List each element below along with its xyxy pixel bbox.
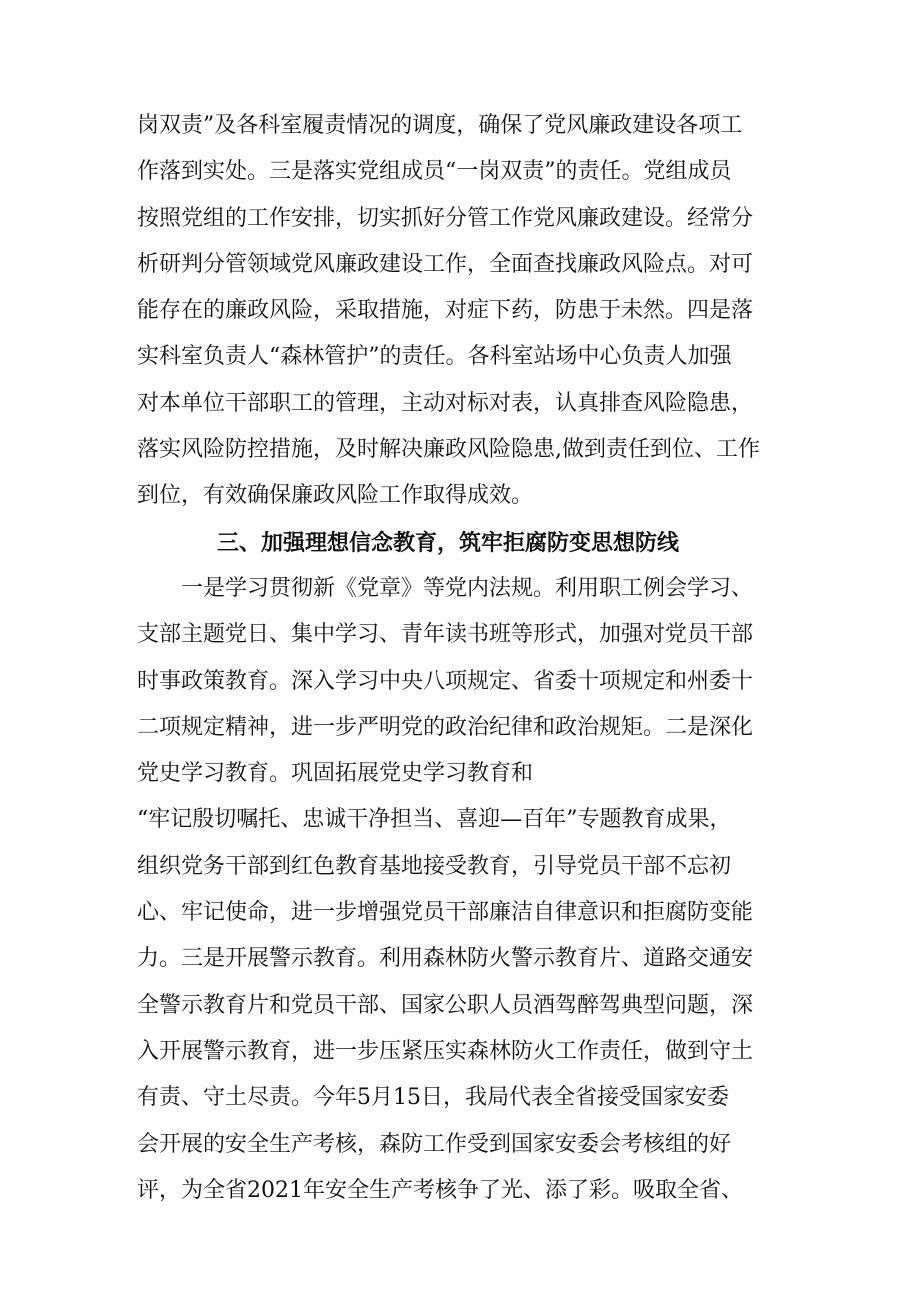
text-line: 到位，有效确保廉政风险工作取得成效。	[137, 483, 534, 509]
text-line: 时事政策教育。深入学习中央八项规定、省委十项规定和州委十	[137, 668, 754, 694]
text-line: 党史学习教育。巩固拓展党史学习教育和	[137, 761, 534, 787]
text-line: 全警示教育片和党员干部、国家公职人员酒驾醉驾典型问题，深	[137, 992, 754, 1018]
text-line: 组织党务干部到红色教育基地接受教育，引导党员干部不忘初	[137, 853, 732, 879]
text-line: 入开展警示教育，进一步压紧压实森林防火工作责任，做到守土	[137, 1038, 754, 1064]
text-line: 评，为全省2021年安全生产考核争了光、添了彩。吸取全省、	[137, 1177, 743, 1203]
text-line: 对本单位干部职工的管理，主动对标对表，认真排查风险隐患，	[137, 390, 754, 416]
text-line: 作落到实处。三是落实党组成员“一岗双责”的责任。党组成员	[137, 159, 732, 185]
paragraph-first-line: 一是学习贯彻新《党章》等党内法规。利用职工例会学习、	[181, 575, 754, 601]
text-line: 落实风险防控措施，及时解决廉政风险隐患,做到责任到位、工作	[137, 437, 760, 463]
body-text	[137, 103, 797, 1214]
text-line: 心、牢记使命，进一步增强党员干部廉洁自律意识和拒腐防变能	[137, 900, 754, 926]
text-line: 按照党组的工作安排，切实抓好分管工作党风廉政建设。经常分	[137, 205, 754, 231]
text-line: 力。三是开展警示教育。利用森林防火警示教育片、道路交通安	[137, 946, 754, 972]
text-line: 有责、守土尽责。今年5月15日，我局代表全省接受国家安委	[137, 1085, 729, 1111]
text-line: 二项规定精神，进一步严明党的政治纪律和政治规矩。二是深化	[137, 714, 754, 740]
text-line: 会开展的安全生产考核，森防工作受到国家安委会考核组的好	[137, 1131, 732, 1157]
text-line: 析研判分管领域党风廉政建设工作，全面查找廉政风险点。对可	[137, 251, 754, 277]
text-line: 实科室负责人“森林管护”的责任。各科室站场中心负责人加强	[137, 344, 732, 370]
text-line: 岗双责”及各科室履责情况的调度，确保了党风廉政建设各项工	[137, 113, 743, 138]
text-line: “牢记殷切嘱托、忠诚干净担当、喜迎—百年”专题教育成果，	[137, 807, 732, 833]
text-line: 支部主题党日、集中学习、青年读书班等形式，加强对党员干部	[137, 622, 754, 648]
text-line: 能存在的廉政风险，采取措施，对症下药，防患于未然。四是落	[137, 298, 754, 324]
section-heading: 三、加强理想信念教育，筑牢拒腐防变思想防线	[217, 529, 680, 556]
